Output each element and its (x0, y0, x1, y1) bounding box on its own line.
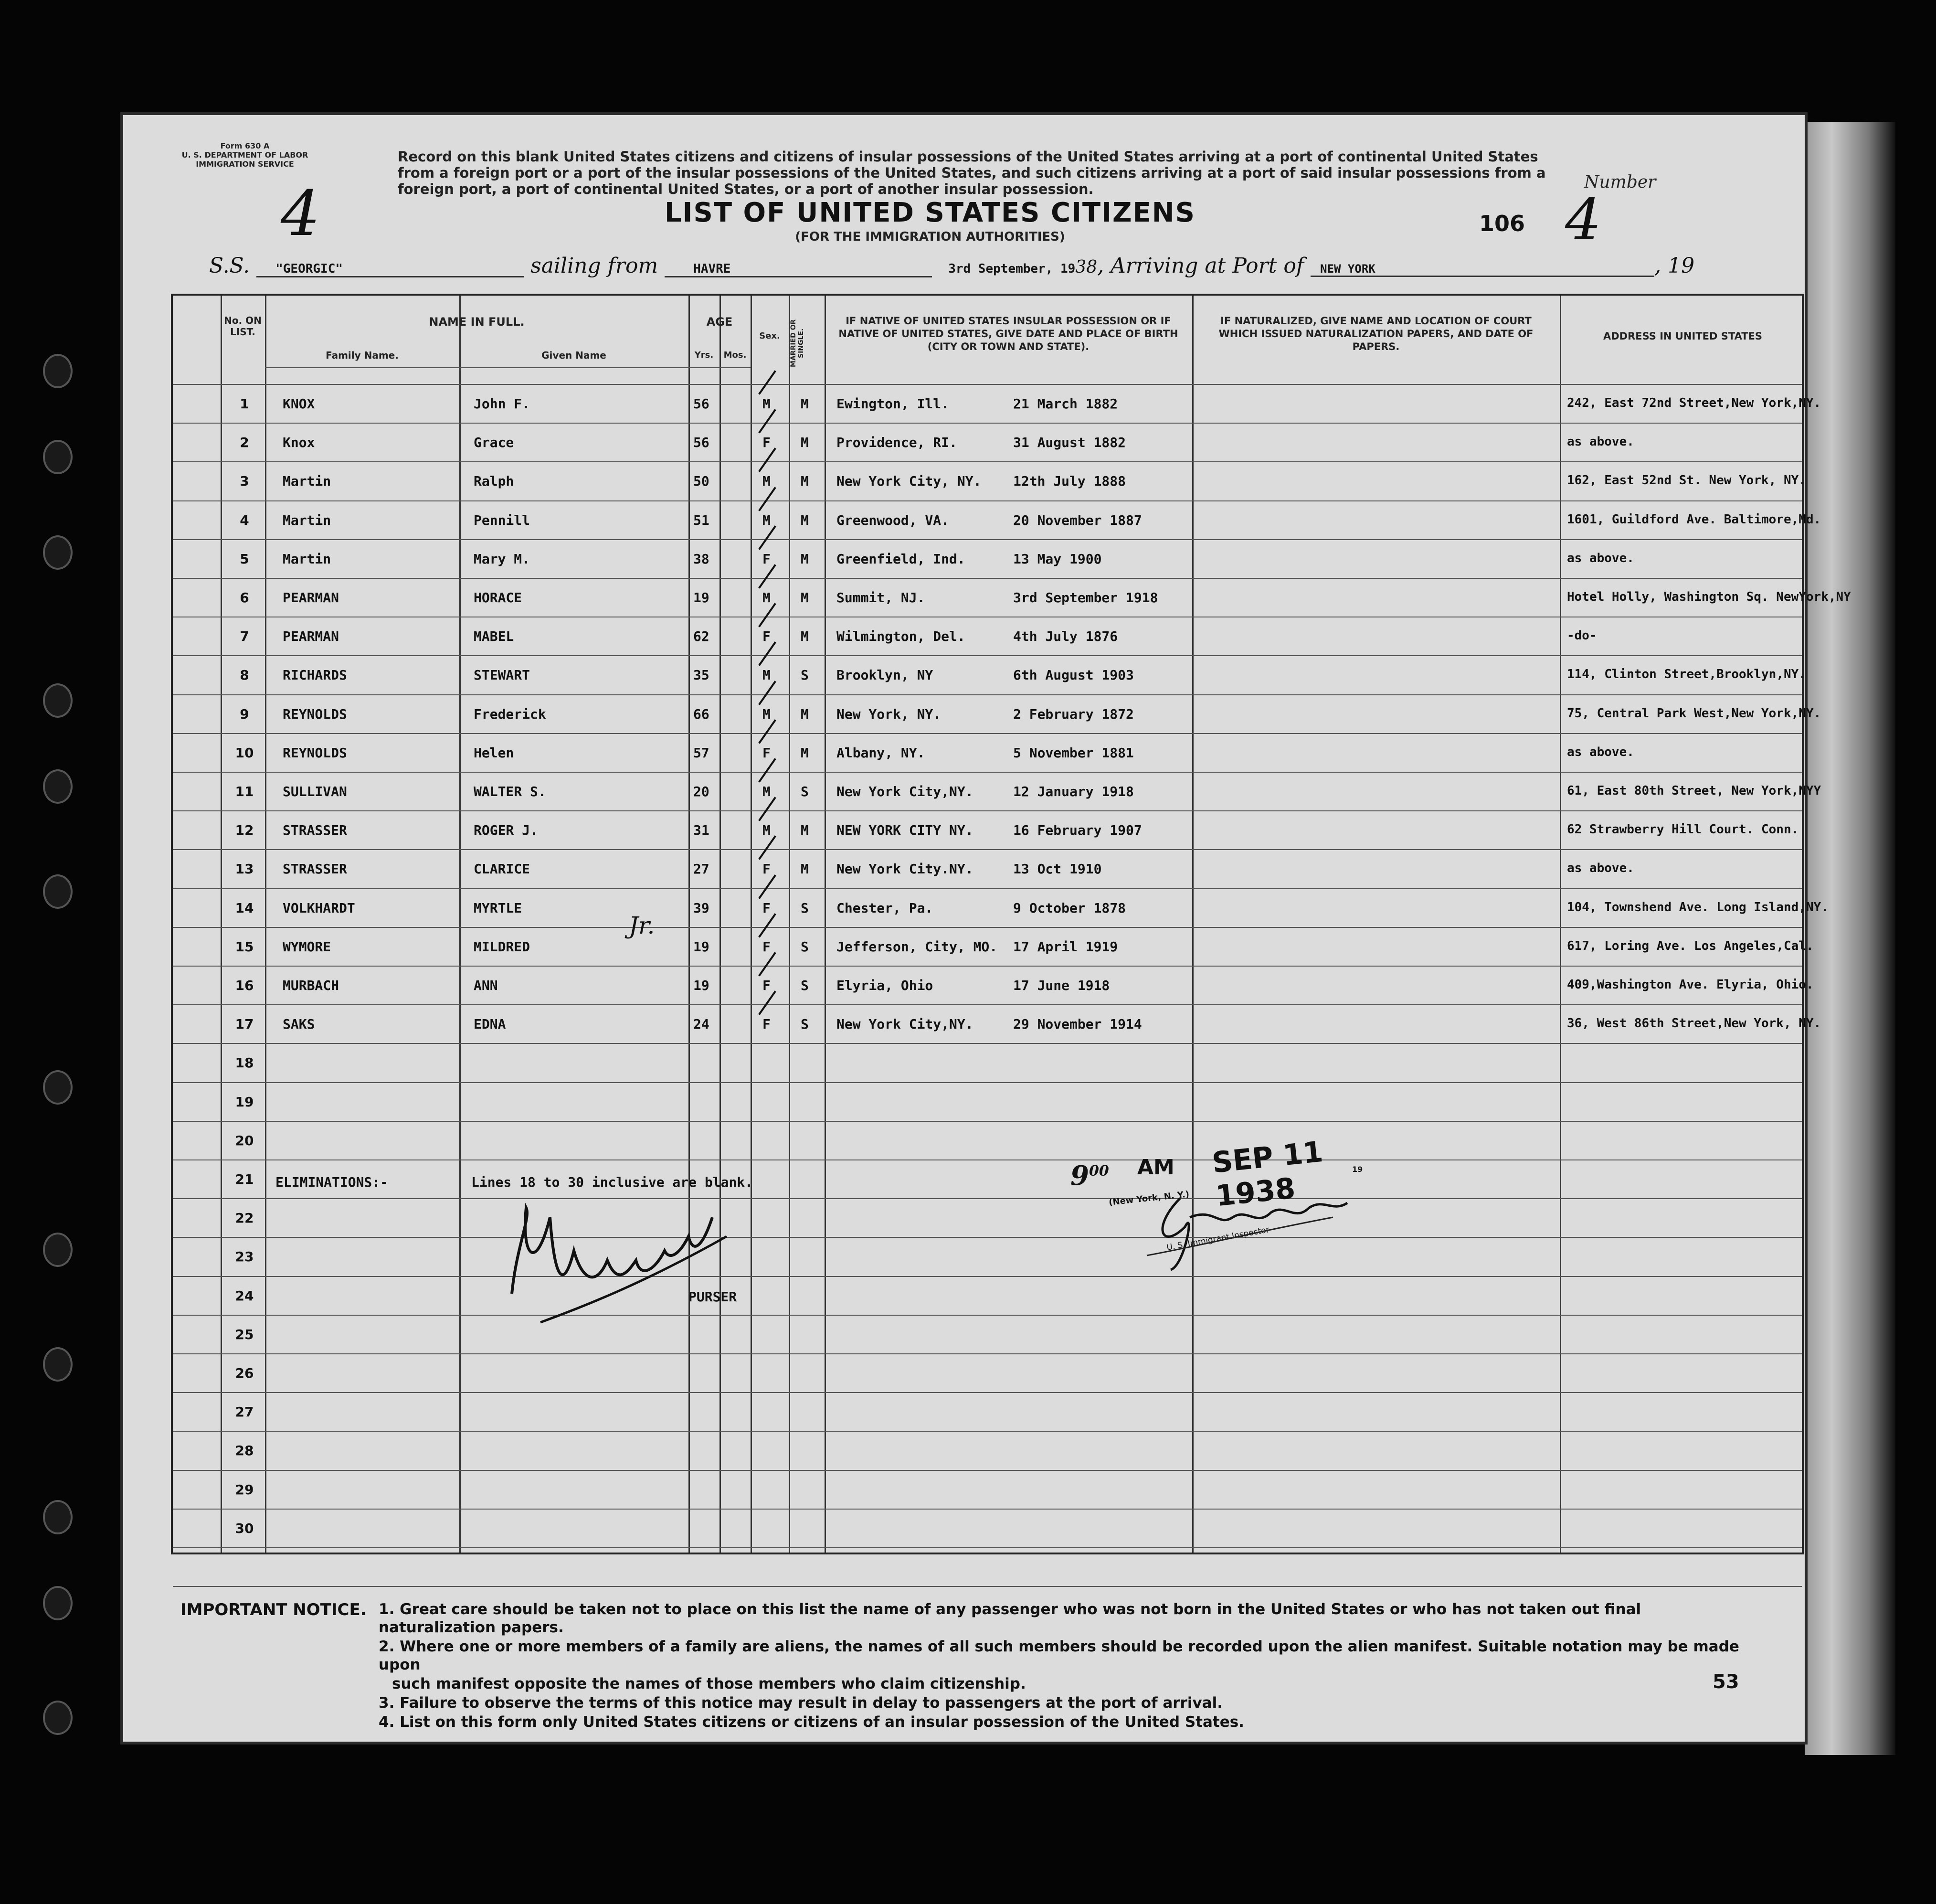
year-placeholder: , 19 (1654, 254, 1695, 278)
birth-date: 16 February 1907 (1013, 822, 1142, 839)
row-rule (173, 694, 1802, 695)
check-mark (758, 487, 776, 511)
header-age: AGE (706, 315, 733, 329)
marital-status: M (801, 512, 809, 528)
marital-status: S (801, 667, 809, 683)
row-number: 11 (235, 784, 254, 799)
age-years: 31 (693, 822, 709, 839)
birth-date: 31 August 1882 (1013, 435, 1126, 451)
family-name: REYNOLDS (283, 745, 347, 761)
stamp-date: SEP 11 1938 (1210, 1135, 1325, 1213)
row-rule (173, 1547, 1802, 1548)
voyage-line: S.S. "GEORGIC" sailing from HAVRE 3rd September, 1938, Arriving at Port of NEW YORK , 19 (209, 254, 1695, 278)
sex: F (762, 628, 771, 645)
header-sex: Sex. (759, 331, 780, 341)
marital-status: M (801, 551, 809, 567)
family-name: REYNOLDS (283, 706, 347, 722)
birth-date: 12 January 1918 (1013, 784, 1134, 799)
manifest-page (123, 115, 1851, 1742)
row-rule (173, 1004, 1802, 1005)
address: as above. (1567, 745, 1634, 759)
birth-place: Providence, RI. (836, 435, 957, 451)
header-name-in-full: NAME IN FULL. (429, 315, 525, 329)
age-years: 20 (693, 784, 709, 799)
marital-status: M (801, 590, 809, 606)
row-number: 18 (235, 1055, 254, 1071)
page-number: 53 (1713, 1671, 1739, 1693)
row-number: 24 (235, 1287, 254, 1304)
row-number: 25 (235, 1326, 254, 1342)
address: Hotel Holly, Washington Sq. NewYork,NY (1567, 590, 1851, 604)
header-given-name: Given Name (541, 350, 606, 361)
row-rule (173, 1121, 1802, 1122)
address: 61, East 80th Street, New York,NYY (1567, 784, 1821, 798)
column-rule (1192, 296, 1194, 1553)
stamp-small-19: 19 (1352, 1165, 1363, 1174)
check-mark (758, 836, 776, 860)
column-rule (265, 296, 266, 1553)
row-rule (173, 1159, 1802, 1160)
row-rule (173, 500, 1802, 501)
birth-date: 6th August 1903 (1013, 667, 1134, 683)
inspector-signature (1142, 1179, 1352, 1275)
form-instructions: Record on this blank United States citizens and citizens of insular possessions of the United States arriving at a port of continental United States from a foreign port or a port of the insular possessions of the United States, and such citizens arriving at a port of said insular possessions from a foreign port, a port of continental United States, or a port of another insular possession. (398, 149, 1546, 197)
sex: M (762, 822, 771, 839)
check-mark (758, 758, 776, 782)
header-rule (173, 384, 1802, 385)
port-to: NEW YORK (1311, 262, 1654, 277)
row-number: 9 (240, 706, 249, 722)
header-naturalized: IF NATURALIZED, GIVE NAME AND LOCATION OF COURT WHICH ISSUED NATURALIZATION PAPERS, AND DATE OF PAPERS. (1218, 315, 1534, 352)
birth-date: 5 November 1881 (1013, 745, 1134, 761)
binder-hole (43, 1586, 73, 1620)
check-mark (758, 681, 776, 705)
list-number: 106 (1479, 211, 1525, 236)
family-name: SULLIVAN (283, 784, 347, 799)
given-name: EDNA (474, 1016, 506, 1032)
row-rule (173, 1315, 1802, 1316)
check-mark (758, 874, 776, 899)
row-rule (173, 810, 1802, 811)
notice-label: IMPORTANT NOTICE. (180, 1600, 367, 1619)
marital-status: M (801, 396, 809, 412)
address: as above. (1567, 551, 1634, 565)
notice-item-4: 4. List on this form only United States citizens or citizens of an insular possession of the United States. (379, 1713, 1244, 1731)
row-number: 30 (235, 1520, 254, 1536)
number-label: Number (1584, 172, 1656, 192)
age-years: 51 (693, 512, 709, 528)
family-name: RICHARDS (283, 667, 347, 683)
row-rule (173, 966, 1802, 967)
row-number: 5 (240, 551, 249, 567)
birth-date: 20 November 1887 (1013, 512, 1142, 528)
header-birth: IF NATIVE OF UNITED STATES INSULAR POSSESSION OR IF NATIVE OF UNITED STATES, GIVE DATE AND PLACE OF BIRTH (CITY OR TOWN AND STATE). (838, 315, 1178, 352)
marital-status: M (801, 706, 809, 722)
row-rule (173, 1237, 1802, 1238)
family-name: PEARMAN (283, 590, 339, 606)
row-rule (173, 539, 1802, 540)
sex: M (762, 706, 771, 722)
marital-status: M (801, 435, 809, 451)
column-rule (719, 296, 721, 1553)
marital-status: S (801, 900, 809, 916)
birth-date: 3rd September 1918 (1013, 590, 1158, 606)
row-number: 4 (240, 512, 249, 528)
marital-status: M (801, 745, 809, 761)
header-rule (265, 367, 751, 368)
binder-hole (43, 683, 73, 718)
check-mark (758, 603, 776, 627)
age-years: 35 (693, 667, 709, 683)
address: as above. (1567, 435, 1634, 449)
inspection-stamp (1070, 1135, 1366, 1279)
address: -do- (1567, 628, 1597, 643)
header-yrs: Yrs. (694, 350, 714, 360)
row-number: 2 (240, 435, 249, 451)
given-name: Mary M. (474, 551, 530, 567)
birth-date: 4th July 1876 (1013, 628, 1118, 645)
row-rule (173, 927, 1802, 928)
handwritten-page-number: 4 (281, 177, 320, 250)
row-rule (173, 1043, 1802, 1044)
row-rule (173, 655, 1802, 656)
birth-place: Brooklyn, NY (836, 667, 933, 683)
given-name: WALTER S. (474, 784, 546, 799)
given-name: MILDRED (474, 938, 530, 955)
sex: F (762, 435, 771, 451)
birth-date: 21 March 1882 (1013, 396, 1118, 412)
given-name: ANN (474, 978, 498, 993)
address: 62 Strawberry Hill Court. Conn. (1567, 822, 1799, 837)
row-rule (173, 1509, 1802, 1510)
sex: F (762, 745, 771, 761)
sex: M (762, 512, 771, 528)
age-years: 19 (693, 978, 709, 993)
family-name: VOLKHARDT (283, 900, 355, 916)
stamp-location: (New York, N. Y.) (1108, 1189, 1190, 1208)
handwritten-corner-number: 4 (1565, 187, 1602, 253)
marital-status: M (801, 628, 809, 645)
birth-place: Greenfield, Ind. (836, 551, 965, 567)
binder-hole (43, 874, 73, 909)
check-mark (758, 525, 776, 550)
row-number: 6 (240, 590, 249, 606)
row-number: 1 (240, 396, 249, 412)
row-number: 28 (235, 1443, 254, 1459)
port-from: HAVRE (665, 262, 932, 277)
birth-date: 12th July 1888 (1013, 473, 1126, 489)
check-mark (758, 913, 776, 937)
check-mark (758, 642, 776, 666)
birth-date: 9 October 1878 (1013, 900, 1126, 916)
row-rule (173, 849, 1802, 850)
row-rule (173, 1276, 1802, 1277)
notice-item-3: 3. Failure to observe the terms of this notice may result in delay to passengers at the port of arrival. (379, 1694, 1223, 1712)
address: as above. (1567, 861, 1634, 876)
header-family-name: Family Name. (326, 350, 399, 361)
row-rule (173, 1470, 1802, 1471)
eliminations-text: Lines 18 to 30 inclusive are blank. (471, 1174, 753, 1190)
marital-status: M (801, 822, 809, 839)
row-number: 22 (235, 1210, 254, 1226)
check-mark (758, 990, 776, 1015)
family-name: STRASSER (283, 861, 347, 877)
given-name: Pennill (474, 512, 530, 528)
binder-hole (43, 1070, 73, 1105)
sex: M (762, 667, 771, 683)
row-rule (173, 423, 1802, 424)
sex: F (762, 1016, 771, 1032)
row-rule (173, 888, 1802, 889)
address: 75, Central Park West,New York,NY. (1567, 706, 1821, 721)
row-number: 29 (235, 1481, 254, 1498)
header-no-on-list: No. ON LIST. (224, 315, 262, 338)
birth-place: Chester, Pa. (836, 900, 933, 916)
birth-place: Greenwood, VA. (836, 512, 950, 528)
row-number: 16 (235, 978, 254, 993)
family-name: Martin (283, 473, 331, 489)
sex: M (762, 590, 771, 606)
age-years: 24 (693, 1016, 709, 1032)
handwritten-jr: Jr. (629, 912, 655, 939)
family-name: Martin (283, 512, 331, 528)
sailing-label: sailing from (530, 254, 658, 278)
binder-hole (43, 1233, 73, 1267)
row-rule (173, 1392, 1802, 1393)
birth-place: Jefferson, City, MO. (836, 938, 998, 955)
document-title: LIST OF UNITED STATES CITIZENS (665, 197, 1195, 228)
row-number: 26 (235, 1365, 254, 1381)
column-rule (789, 296, 790, 1553)
notice-item-2-cont: such manifest opposite the names of those members who claim citizenship. (392, 1675, 1026, 1692)
age-years: 56 (693, 396, 709, 412)
sex: M (762, 784, 771, 799)
column-rule (688, 296, 690, 1553)
form-issuer-block (173, 141, 317, 169)
birth-place: Elyria, Ohio (836, 978, 933, 993)
family-name: Knox (283, 435, 315, 451)
age-years: 19 (693, 590, 709, 606)
birth-place: NEW YORK CITY NY. (836, 822, 973, 839)
given-name: CLARICE (474, 861, 530, 877)
birth-date: 17 April 1919 (1013, 938, 1118, 955)
ship-name: "GEORGIC" (256, 262, 524, 277)
birth-date: 17 June 1918 (1013, 978, 1110, 993)
address: 1601, Guildford Ave. Baltimore,Md. (1567, 512, 1821, 527)
birth-place: Ewington, Ill. (836, 396, 950, 412)
document-subtitle: (FOR THE IMMIGRATION AUTHORITIES) (795, 230, 1065, 244)
address: 162, East 52nd St. New York, NY. (1567, 473, 1806, 488)
notice-items (379, 1600, 1758, 1732)
age-years: 66 (693, 706, 709, 722)
age-years: 39 (693, 900, 709, 916)
notice-item-2: 2. Where one or more members of a family are aliens, the names of all such members should be recorded upon the alien manifest. Suitable notation may be made upon (379, 1638, 1739, 1673)
row-number: 7 (240, 628, 249, 645)
stamp-am: AM (1137, 1155, 1174, 1180)
row-number: 23 (235, 1249, 254, 1265)
row-rule (173, 578, 1802, 579)
form-number: Form 630 A (220, 141, 270, 150)
age-years: 19 (693, 938, 709, 955)
header-married-single: MARRIED OR SINGLE. (790, 319, 805, 368)
header-address: ADDRESS IN UNITED STATES (1603, 330, 1763, 342)
row-rule (173, 461, 1802, 462)
service-name: IMMIGRATION SERVICE (196, 160, 294, 169)
sailing-year: 38 (1075, 257, 1098, 277)
sex: F (762, 978, 771, 993)
family-name: Martin (283, 551, 331, 567)
marital-status: S (801, 784, 809, 799)
column-rule (751, 296, 752, 1553)
age-years: 62 (693, 628, 709, 645)
row-rule (173, 1198, 1802, 1199)
stamp-inspector: U. S. Immigrant Inspector (1165, 1225, 1270, 1253)
binder-hole (43, 769, 73, 804)
row-number: 8 (240, 667, 249, 683)
sailing-date: 3rd September, 19 (948, 262, 1076, 276)
binder-hole (43, 440, 73, 474)
birth-place: New York City.NY. (836, 861, 973, 877)
row-number: 17 (235, 1016, 254, 1032)
sex: F (762, 551, 771, 567)
column-rule (459, 296, 461, 1553)
birth-date: 13 May 1900 (1013, 551, 1102, 567)
family-name: KNOX (283, 396, 315, 412)
row-rule (173, 733, 1802, 734)
marital-status: S (801, 978, 809, 993)
given-name: Helen (474, 745, 514, 761)
age-years: 27 (693, 861, 709, 877)
given-name: Ralph (474, 473, 514, 489)
header-mos: Mos. (723, 350, 747, 360)
check-mark (758, 797, 776, 821)
family-name: PEARMAN (283, 628, 339, 645)
row-number: 19 (235, 1094, 254, 1110)
given-name: STEWART (474, 667, 530, 683)
arriving-label: Arriving at Port of (1111, 254, 1304, 278)
address: 617, Loring Ave. Los Angeles,Cal. (1567, 938, 1814, 953)
marital-status: M (801, 473, 809, 489)
age-years: 50 (693, 473, 709, 489)
row-rule (173, 1431, 1802, 1432)
birth-place: New York City,NY. (836, 1016, 973, 1032)
given-name: Frederick (474, 706, 546, 722)
given-name: MYRTLE (474, 900, 522, 916)
purser-signature (497, 1189, 746, 1341)
marital-status: S (801, 1016, 809, 1032)
birth-date: 13 Oct 1910 (1013, 861, 1102, 877)
check-mark (758, 448, 776, 472)
binder-hole (43, 1347, 73, 1382)
ss-label: S.S. (209, 254, 250, 278)
sex: F (762, 938, 771, 955)
age-years: 56 (693, 435, 709, 451)
given-name: John F. (474, 396, 530, 412)
address: 36, West 86th Street,New York, NY. (1567, 1016, 1821, 1031)
family-name: STRASSER (283, 822, 347, 839)
purser-label: PURSER (688, 1289, 737, 1305)
sex: F (762, 900, 771, 916)
row-number: 15 (235, 938, 254, 955)
row-number: 14 (235, 900, 254, 916)
row-number: 21 (235, 1171, 254, 1187)
sex: M (762, 396, 771, 412)
given-name: HORACE (474, 590, 522, 606)
row-rule (173, 1353, 1802, 1354)
address: 114, Clinton Street,Brooklyn,NY. (1567, 667, 1806, 682)
birth-place: Albany, NY. (836, 745, 925, 761)
check-mark (758, 370, 776, 394)
birth-date: 2 February 1872 (1013, 706, 1134, 722)
row-number: 27 (235, 1404, 254, 1420)
marital-status: M (801, 861, 809, 877)
given-name: MABEL (474, 628, 514, 645)
address: 409,Washington Ave. Elyria, Ohio. (1567, 978, 1814, 992)
row-rule (173, 772, 1802, 773)
stamp-time: $9^{00}$ (1070, 1160, 1109, 1191)
given-name: Grace (474, 435, 514, 451)
row-rule (173, 1586, 1802, 1587)
row-number: 13 (235, 861, 254, 877)
eliminations-label: ELIMINATIONS:- (275, 1174, 389, 1190)
row-rule (173, 1082, 1802, 1083)
address: 104, Townshend Ave. Long Island,NY. (1567, 900, 1829, 915)
family-name: WYMORE (283, 938, 331, 955)
notice-item-1: 1. Great care should be taken not to place on this list the name of any passenger who was not born in the United States or who has not taken out final naturalization papers. (379, 1601, 1641, 1636)
row-number: 3 (240, 473, 249, 489)
check-mark (758, 719, 776, 744)
page-edge-shadow (1805, 122, 1895, 1755)
birth-place: New York City, NY. (836, 473, 982, 489)
check-mark (758, 564, 776, 588)
marital-status: S (801, 938, 809, 955)
check-mark (758, 409, 776, 433)
sex: M (762, 473, 771, 489)
binder-hole (43, 1701, 73, 1735)
binder-hole (43, 354, 73, 388)
column-rule (1560, 296, 1561, 1553)
check-mark (758, 952, 776, 976)
binder-hole (43, 535, 73, 570)
department-name: U. S. DEPARTMENT OF LABOR (181, 150, 308, 160)
column-rule (825, 296, 826, 1553)
birth-place: Summit, NJ. (836, 590, 925, 606)
birth-date: 29 November 1914 (1013, 1016, 1142, 1032)
birth-place: New York, NY. (836, 706, 942, 722)
given-name: ROGER J. (474, 822, 538, 839)
age-years: 57 (693, 745, 709, 761)
row-number: 20 (235, 1132, 254, 1149)
birth-place: Wilmington, Del. (836, 628, 965, 645)
age-years: 38 (693, 551, 709, 567)
birth-place: New York City,NY. (836, 784, 973, 799)
row-number: 12 (235, 822, 254, 839)
sex: F (762, 861, 771, 877)
row-number: 10 (235, 745, 254, 761)
binder-hole (43, 1500, 73, 1534)
column-rule (221, 296, 222, 1553)
address: 242, East 72nd Street,New York,NY. (1567, 396, 1821, 410)
family-name: MURBACH (283, 978, 339, 993)
family-name: SAKS (283, 1016, 315, 1032)
